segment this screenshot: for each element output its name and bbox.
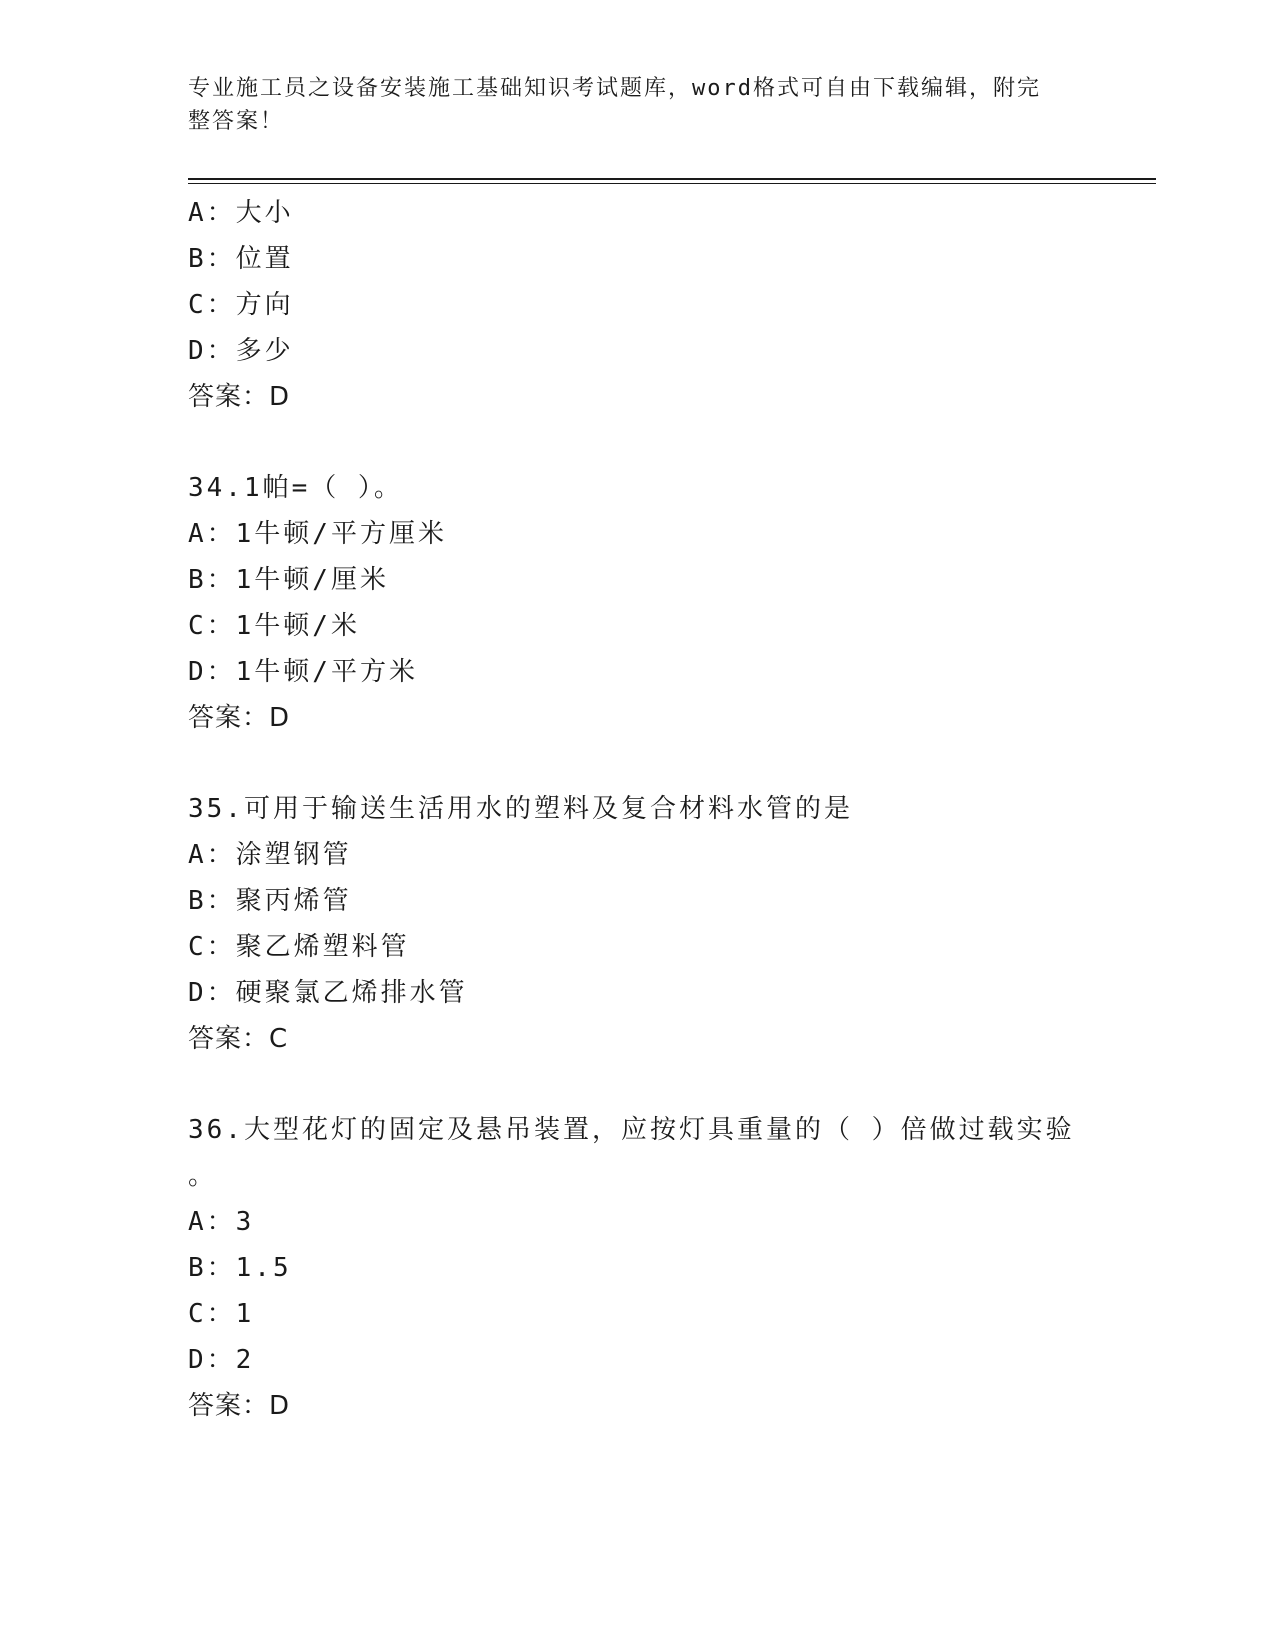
header-line-2: 整答案！ — [188, 109, 285, 134]
question-stem: 35.可用于输送生活用水的塑料及复合材料水管的是 — [188, 794, 853, 824]
header-divider — [188, 178, 1156, 180]
answer: 答案：C — [188, 1024, 289, 1054]
question-stem: 34.1帕=（ ）。 — [188, 473, 403, 503]
answer: 答案：D — [188, 703, 291, 733]
question-35 — [188, 786, 1088, 1062]
option-c: C：方向 — [188, 290, 294, 320]
option-b: B：1牛顿/厘米 — [188, 565, 389, 595]
option-b: B：位置 — [188, 244, 294, 274]
option-a: A：3 — [188, 1207, 255, 1237]
option-c: C：聚乙烯塑料管 — [188, 932, 410, 962]
question-33 — [188, 190, 1088, 420]
option-c: C：1牛顿/米 — [188, 611, 360, 641]
answer: 答案：D — [188, 1391, 291, 1421]
question-list — [188, 190, 1088, 1429]
question-stem-continued: 。 — [188, 1161, 218, 1191]
option-a: A：涂塑钢管 — [188, 840, 352, 870]
option-d: D：硬聚氯乙烯排水管 — [188, 978, 468, 1008]
question-34 — [188, 465, 1088, 741]
header-line-1: 专业施工员之设备安装施工基础知识考试题库，word格式可自由下载编辑，附完 — [188, 76, 1041, 101]
question-stem: 36.大型花灯的固定及悬吊装置，应按灯具重量的（ ）倍做过载实验 — [188, 1115, 1075, 1145]
option-d: D：1牛顿/平方米 — [188, 657, 418, 687]
option-b: B：聚丙烯管 — [188, 886, 352, 916]
document-header — [188, 72, 1068, 138]
option-d: D：多少 — [188, 336, 294, 366]
header-divider-thin — [188, 183, 1156, 184]
answer: 答案：D — [188, 382, 291, 412]
option-c: C：1 — [188, 1299, 255, 1329]
option-a: A：大小 — [188, 198, 294, 228]
question-36 — [188, 1107, 1088, 1429]
option-d: D：2 — [188, 1345, 255, 1375]
option-a: A：1牛顿/平方厘米 — [188, 519, 447, 549]
option-b: B：1.5 — [188, 1253, 292, 1283]
